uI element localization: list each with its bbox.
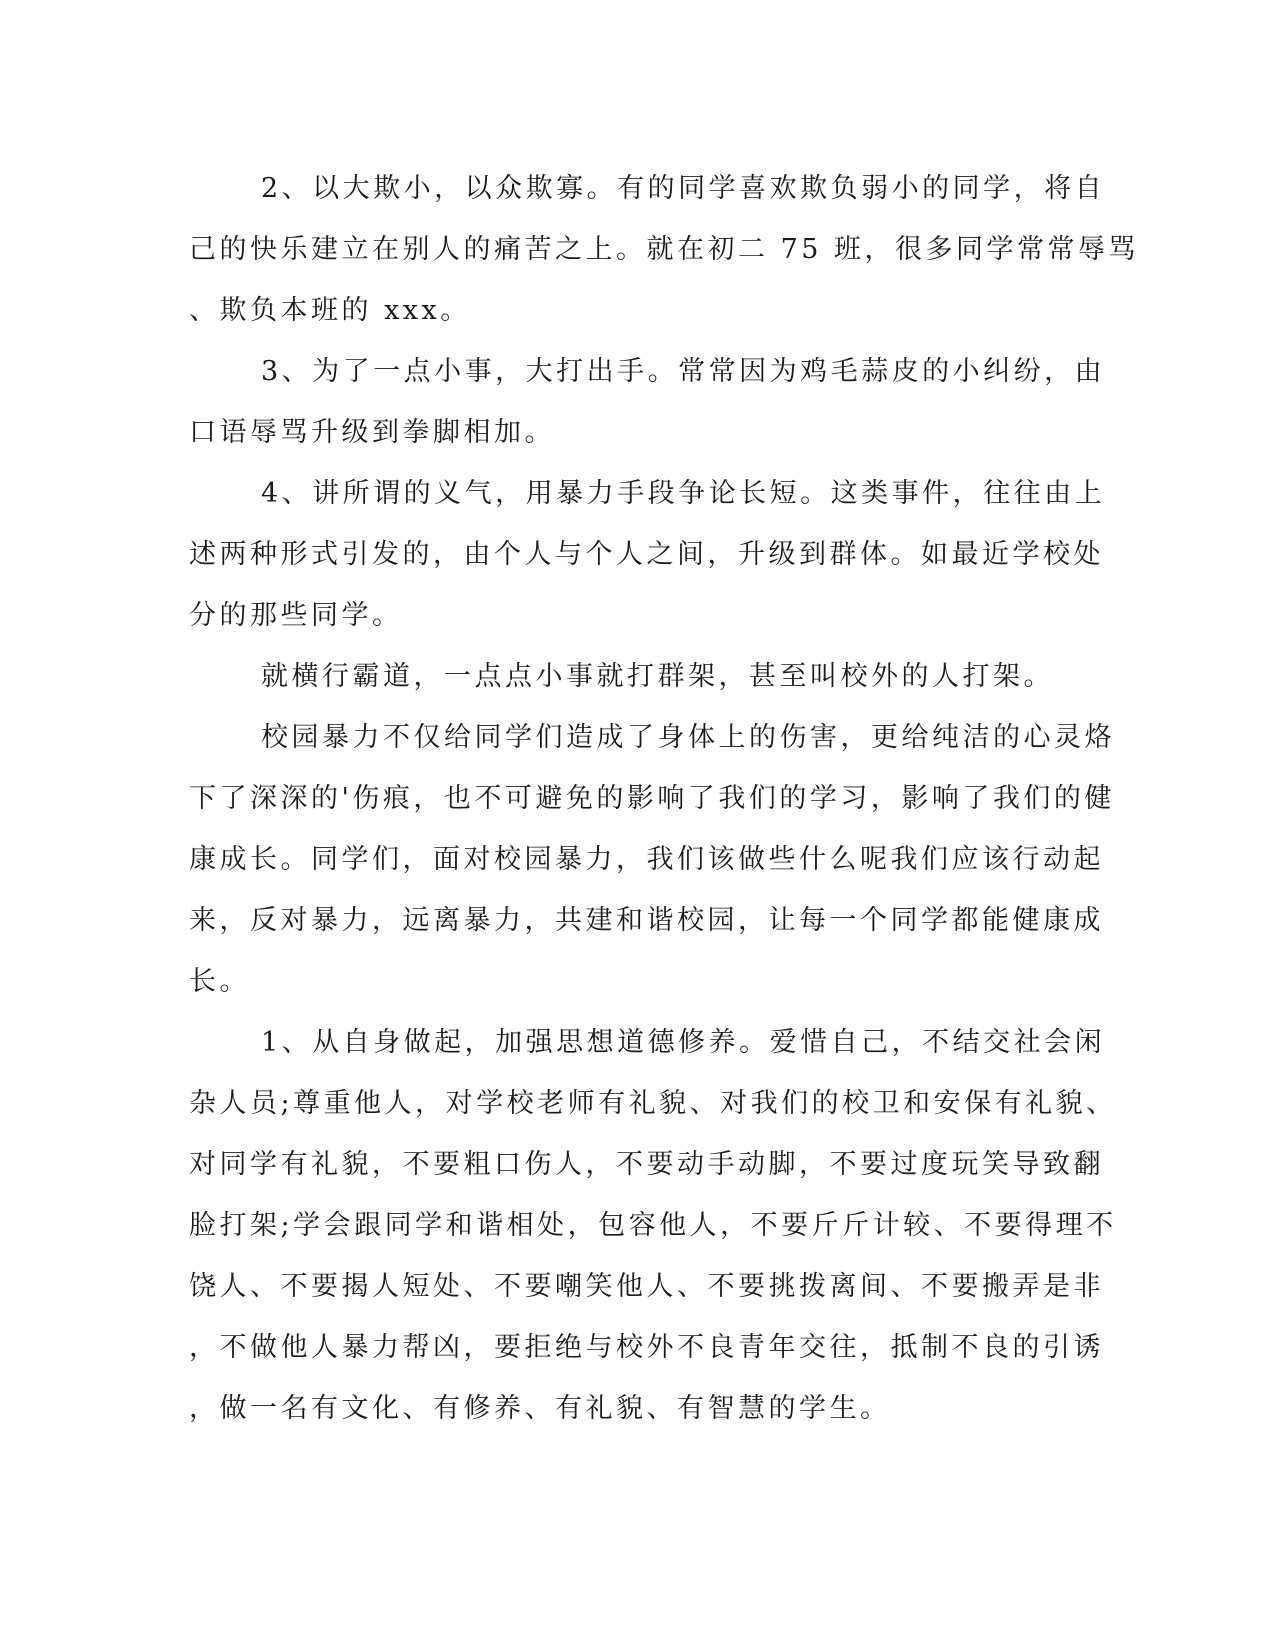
paragraph-rampant-behavior [189, 646, 1079, 707]
paragraph-line: 口语辱骂升级到拳脚相加。 [189, 417, 555, 448]
paragraph-line: 2、以大欺小，以众欺寡。有的同学喜欢欺负弱小的同学，将自 [261, 173, 1106, 204]
paragraph-line: ，做一名有文化、有修养、有礼貌、有智慧的学生。 [189, 1393, 891, 1424]
paragraph-line: 1、从自身做起，加强思想道德修养。爱惜自己，不结交社会闲 [261, 1027, 1106, 1058]
paragraph-line: 4、讲所谓的义气，用暴力手段争论长短。这类事件，往往由上 [261, 478, 1106, 509]
paragraph-line: 己的快乐建立在别人的痛苦之上。就在初二 75 班，很多同学常常辱骂 [189, 234, 1140, 265]
paragraph-line: 杂人员;尊重他人，对学校老师有礼貌、对我们的校卫和安保有礼貌、 [189, 1088, 1117, 1119]
paragraph-line: 对同学有礼貌，不要粗口伤人，不要动手动脚，不要过度玩笑导致翻 [189, 1149, 1104, 1180]
paragraph-harm-of-violence [189, 707, 1115, 1012]
paragraph-line: 分的那些同学。 [189, 600, 403, 631]
paragraph-line: 述两种形式引发的，由个人与个人之间，升级到群体。如最近学校处 [189, 539, 1104, 570]
paragraph-fighting-over-trifles [189, 341, 1106, 463]
document-body [189, 158, 1140, 1439]
paragraph-line: 3、为了一点小事，大打出手。常常因为鸡毛蒜皮的小纠纷，由 [261, 356, 1106, 387]
paragraph-so-called-loyalty [189, 463, 1106, 646]
paragraph-line: 就横行霸道，一点点小事就打群架，甚至叫校外的人打架。 [261, 661, 1054, 692]
paragraph-line: ，不做他人暴力帮凶，要拒绝与校外不良青年交往，抵制不良的引诱 [189, 1332, 1104, 1363]
paragraph-line: 脸打架;学会跟同学和谐相处，包容他人，不要斤斤计较、不要得理不 [189, 1210, 1117, 1241]
paragraph-line: 来，反对暴力，远离暴力，共建和谐校园，让每一个同学都能健康成 [189, 905, 1104, 936]
paragraph-line: 下了深深的'伤痕，也不可避免的影响了我们的学习，影响了我们的健 [189, 783, 1115, 814]
paragraph-line: 、欺负本班的 xxx。 [189, 295, 471, 326]
paragraph-line: 康成长。同学们，面对校园暴力，我们该做些什么呢我们应该行动起 [189, 844, 1104, 875]
paragraph-line: 长。 [189, 966, 250, 997]
paragraph-line: 饶人、不要揭人短处、不要嘲笑他人、不要挑拨离间、不要搬弄是非 [189, 1271, 1104, 1302]
paragraph-bullying-the-weak [189, 158, 1140, 341]
paragraph-line: 校园暴力不仅给同学们造成了身体上的伤害，更给纯洁的心灵烙 [261, 722, 1115, 753]
paragraph-start-with-yourself [189, 1012, 1117, 1439]
